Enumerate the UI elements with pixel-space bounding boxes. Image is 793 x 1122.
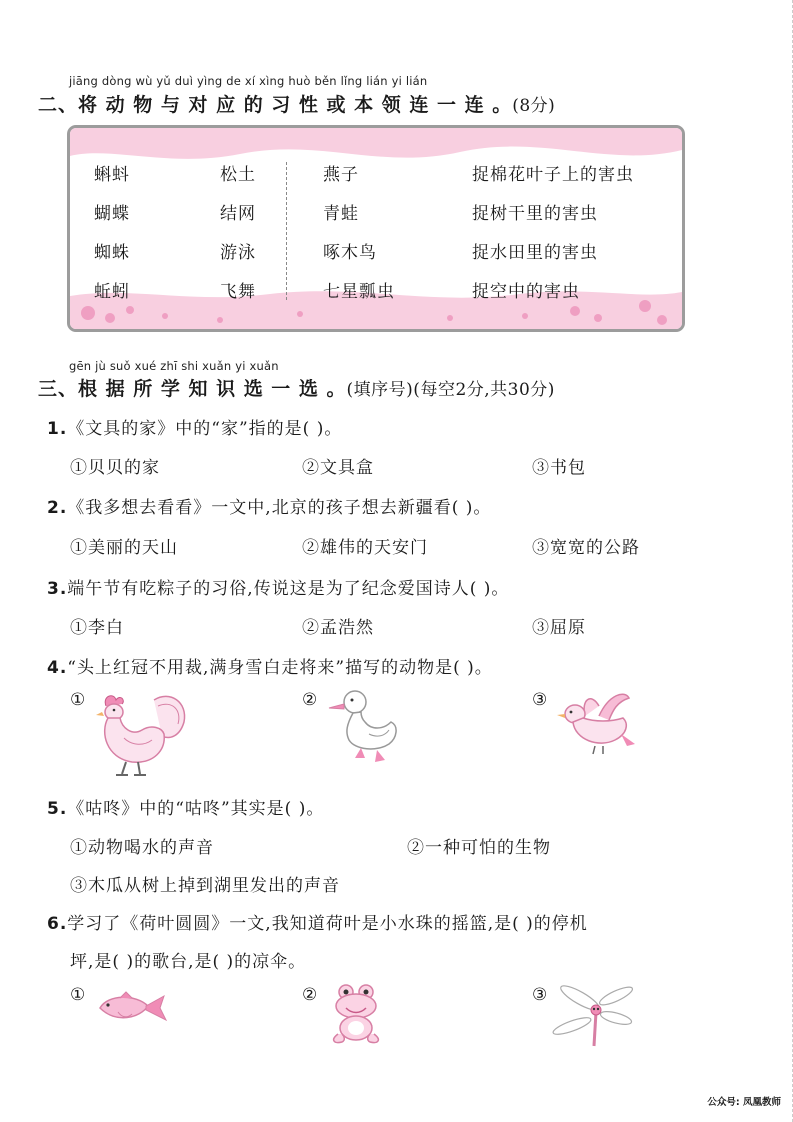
q3-option-1[interactable]: ①李白	[70, 618, 124, 638]
question-text: 《咕咚》中的“咕咚”其实是( )。	[67, 799, 325, 819]
right-animal-2[interactable]: 青蛙	[323, 204, 359, 224]
rooster-icon[interactable]	[92, 688, 192, 780]
question-number: 5.	[47, 799, 68, 819]
question-number: 2.	[47, 498, 68, 518]
dragonfly-icon[interactable]	[550, 982, 636, 1048]
right-ability-4[interactable]: 捉空中的害虫	[472, 282, 580, 302]
q3-option-3[interactable]: ③屈原	[532, 618, 586, 638]
question-text: “头上红冠不用裁,满身雪白走将来”描写的动物是( )。	[67, 658, 493, 678]
q6-option-2[interactable]: ②	[302, 985, 319, 1005]
q3-option-2[interactable]: ②孟浩然	[302, 618, 374, 638]
section2-pinyin: jiāng dòng wù yǔ duì yìng de xí xìng huò běn lǐng lián yi lián	[69, 74, 428, 88]
left-animal-1[interactable]: 蝌蚪	[94, 165, 130, 185]
left-animal-3[interactable]: 蜘蛛	[94, 243, 130, 263]
question-text: 《我多想去看看》一文中,北京的孩子想去新疆看( )。	[67, 498, 492, 518]
question-1	[47, 414, 342, 439]
left-animal-4[interactable]: 蚯蚓	[94, 282, 130, 302]
question-number: 4.	[47, 658, 68, 678]
q1-option-3[interactable]: ③书包	[532, 458, 586, 478]
question-text: 学习了《荷叶圆圆》一文,我知道荷叶是小水珠的摇篮,是( )的停机	[67, 914, 588, 934]
q6-option-3[interactable]: ③	[532, 985, 549, 1005]
q5-option-1[interactable]: ①动物喝水的声音	[70, 838, 214, 858]
section2-title	[38, 90, 555, 117]
fish-icon[interactable]	[96, 990, 168, 1030]
left-ability-3[interactable]: 游泳	[220, 243, 256, 263]
question-number: 1.	[47, 419, 68, 439]
question-4	[47, 653, 493, 678]
right-ability-2[interactable]: 捉树干里的害虫	[472, 204, 598, 224]
q5-option-3[interactable]: ③木瓜从树上掉到湖里发出的声音	[70, 876, 340, 896]
section3-subtitle: (填序号)(每空2分,共30分)	[346, 380, 555, 400]
question-6	[47, 909, 588, 934]
q1-option-1[interactable]: ①贝贝的家	[70, 458, 160, 478]
q1-option-2[interactable]: ②文具盒	[302, 458, 374, 478]
column-divider	[286, 162, 287, 300]
q4-option-2[interactable]: ②	[302, 690, 319, 710]
question-text: 端午节有吃粽子的习俗,传说这是为了纪念爱国诗人( )。	[67, 579, 510, 599]
q2-option-1[interactable]: ①美丽的天山	[70, 538, 178, 558]
question-3	[47, 574, 509, 599]
question-5	[47, 794, 324, 819]
q5-option-2[interactable]: ②一种可怕的生物	[407, 838, 551, 858]
q2-option-3[interactable]: ③宽宽的公路	[532, 538, 640, 558]
right-animal-4[interactable]: 七星瓢虫	[323, 282, 395, 302]
question-2	[47, 493, 491, 518]
left-ability-1[interactable]: 松土	[220, 165, 256, 185]
question-text: 《文具的家》中的“家”指的是( )。	[67, 419, 343, 439]
section3-title-text: 三、根 据 所 学 知 识 选 一 选 。	[38, 378, 347, 400]
right-animal-1[interactable]: 燕子	[323, 165, 359, 185]
section3-title	[38, 374, 555, 401]
footer-watermark: 公众号: 凤凰教师	[707, 1097, 781, 1108]
left-ability-2[interactable]: 结网	[220, 204, 256, 224]
section3-pinyin: gēn jù suǒ xué zhī shi xuǎn yi xuǎn	[69, 359, 279, 373]
right-ability-1[interactable]: 捉棉花叶子上的害虫	[472, 165, 634, 185]
left-ability-4[interactable]: 飞舞	[220, 282, 256, 302]
section2-title-text: 二、将 动 物 与 对 应 的 习 性 或 本 领 连 一 连 。	[38, 94, 513, 116]
q4-option-1[interactable]: ①	[70, 690, 87, 710]
right-ability-3[interactable]: 捉水田里的害虫	[472, 243, 598, 263]
q6-option-1[interactable]: ①	[70, 985, 87, 1005]
q2-option-2[interactable]: ②雄伟的天安门	[302, 538, 428, 558]
q4-option-3[interactable]: ③	[532, 690, 549, 710]
question-number: 6.	[47, 914, 68, 934]
left-animal-2[interactable]: 蝴蝶	[94, 204, 130, 224]
question-number: 3.	[47, 579, 68, 599]
frog-icon[interactable]	[328, 982, 384, 1046]
right-animal-3[interactable]: 啄木鸟	[323, 243, 377, 263]
bird-icon[interactable]	[555, 688, 637, 756]
question-6-line2: 坪,是( )的歌台,是( )的凉伞。	[70, 952, 307, 972]
section2-score: (8分)	[512, 96, 556, 116]
duck-icon[interactable]	[325, 688, 405, 768]
